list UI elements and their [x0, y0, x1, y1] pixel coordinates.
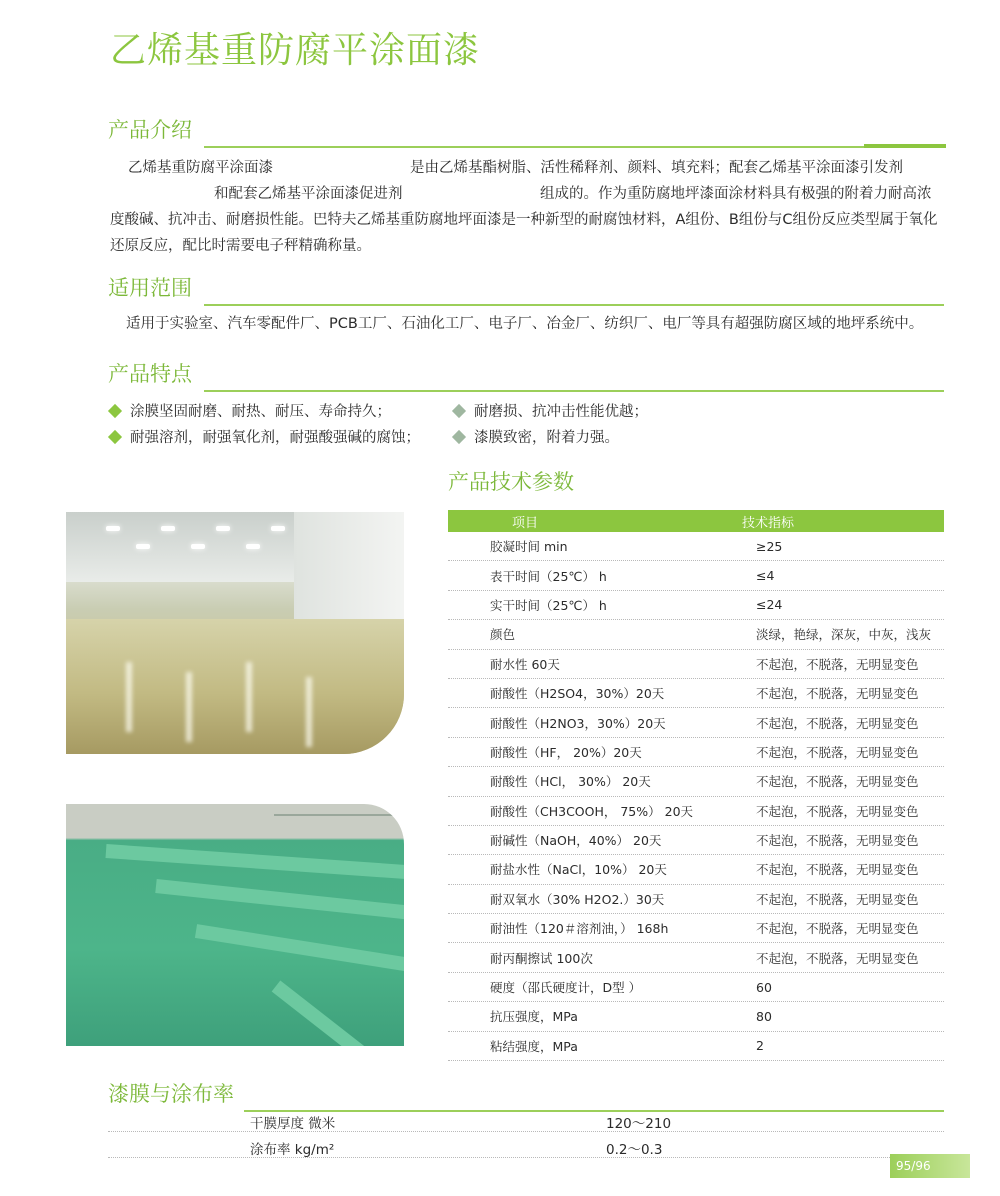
floor-reflection	[246, 662, 252, 732]
params-row	[448, 738, 944, 767]
params-item: 实干时间（25℃） h	[490, 597, 607, 613]
page-number: 95/96	[890, 1154, 970, 1178]
params-spec: 淡绿，艳绿，深灰，中灰，浅灰	[756, 627, 932, 643]
params-spec: 不起泡，不脱落，无明显变色	[756, 686, 919, 702]
params-row	[448, 708, 944, 737]
coating-heading	[108, 1076, 944, 1112]
params-table-body	[448, 532, 944, 1061]
params-row	[448, 650, 944, 679]
scope-rule	[204, 304, 944, 306]
diamond-bullet-icon	[108, 429, 122, 443]
coating-item: 干膜厚度 微米	[250, 1116, 336, 1132]
photo-ledge	[106, 844, 404, 880]
params-table	[448, 510, 944, 1061]
params-row	[448, 767, 944, 796]
params-spec: 不起泡，不脱落，无明显变色	[756, 803, 919, 819]
feature-item	[454, 426, 619, 447]
params-row	[448, 885, 944, 914]
params-row	[448, 943, 944, 972]
photo-railing	[274, 814, 404, 844]
floor-reflection	[126, 662, 132, 732]
params-table-header	[448, 510, 944, 532]
intro-line-3: 度酸碱、抗冲击、耐磨损性能。巴特夫乙烯基重防腐地坪面漆是一种新型的耐腐蚀材料，A组份、B组份与C组份反应类型属于氧化	[110, 212, 938, 228]
ceiling-lamp	[161, 526, 175, 531]
params-item: 耐酸性（HF， 20%）20天	[490, 744, 642, 760]
params-item: 胶凝时间 min	[490, 539, 568, 555]
feature-text: 耐磨损、抗冲击性能优越；	[474, 404, 648, 420]
params-spec: 不起泡，不脱落，无明显变色	[756, 774, 919, 790]
params-spec: ≤4	[756, 568, 775, 584]
coating-heading-label: 漆膜与涂布率	[108, 1082, 234, 1106]
params-item: 耐酸性（HCl， 30%） 20天	[490, 774, 651, 790]
floor-reflection	[306, 677, 312, 747]
intro-line-2b: 组成的。作为重防腐地坪漆面涂材料具有极强的附着力耐高浓	[540, 186, 932, 202]
ceiling-lamp	[136, 544, 150, 549]
green-tank-floor-photo	[66, 804, 404, 1046]
photo-ledge	[155, 879, 404, 924]
ceiling-lamp	[106, 526, 120, 531]
params-spec: 不起泡，不脱落，无明显变色	[756, 715, 919, 731]
params-item: 耐油性（120＃溶剂油，） 168h	[490, 921, 669, 937]
scope-heading-label: 适用范围	[108, 276, 192, 300]
params-row	[448, 532, 944, 561]
page-title: 乙烯基重防腐平涂面漆	[110, 30, 481, 71]
ceiling-lamp	[191, 544, 205, 549]
params-spec: 80	[756, 1008, 772, 1024]
params-row	[448, 855, 944, 884]
scope-text: 适用于实验室、汽车零配件厂、PCB工厂、石油化工厂、电子厂、冶金厂、纺织厂、电厂等具有超强防腐区域的地坪系统中。	[126, 316, 924, 332]
ceiling-lamp	[246, 544, 260, 549]
coating-item: 涂布率 kg/m²	[250, 1142, 335, 1158]
params-row	[448, 620, 944, 649]
diamond-bullet-icon	[452, 403, 466, 417]
coating-value: 0.2～0.3	[606, 1142, 663, 1158]
params-spec: 不起泡，不脱落，无明显变色	[756, 921, 919, 937]
params-spec: 不起泡，不脱落，无明显变色	[756, 744, 919, 760]
intro-rule-accent	[864, 144, 946, 148]
coating-row	[108, 1136, 944, 1158]
coating-value: 120～210	[606, 1116, 672, 1132]
feature-item	[110, 400, 391, 421]
params-spec: 不起泡，不脱落，无明显变色	[756, 656, 919, 672]
features-heading-label: 产品特点	[108, 362, 192, 386]
lab-floor-photo	[66, 512, 404, 754]
params-col-item: 项目	[512, 515, 539, 531]
params-spec: ≤24	[756, 597, 783, 613]
intro-line-2a: 和配套乙烯基平涂面漆促进剂	[214, 186, 403, 202]
features-heading	[108, 356, 944, 392]
params-item: 耐双氧水（30% H2O2.）30天	[490, 891, 665, 907]
params-spec: ≥25	[756, 538, 783, 554]
params-item: 耐盐水性（NaCl，10%） 20天	[490, 862, 667, 878]
params-heading-label: 产品技术参数	[448, 470, 574, 494]
params-spec: 不起泡，不脱落，无明显变色	[756, 950, 919, 966]
params-row	[448, 914, 944, 943]
params-row	[448, 797, 944, 826]
floor-reflection	[186, 672, 192, 742]
params-spec: 2	[756, 1038, 764, 1054]
params-item: 耐水性 60天	[490, 656, 560, 672]
params-row	[448, 679, 944, 708]
feature-text: 耐强溶剂，耐强氧化剂，耐强酸强碱的腐蚀；	[130, 430, 420, 446]
photo-ledge	[195, 924, 404, 979]
params-item: 耐丙酮擦试 100次	[490, 950, 593, 966]
scope-heading	[108, 270, 944, 306]
params-row	[448, 591, 944, 620]
intro-rule	[204, 146, 864, 148]
feature-text: 漆膜致密，附着力强。	[474, 430, 619, 446]
diamond-bullet-icon	[452, 429, 466, 443]
features-rule	[204, 390, 944, 392]
params-item: 粘结强度，MPa	[490, 1038, 578, 1054]
params-item: 耐酸性（CH3COOH， 75%） 20天	[490, 803, 694, 819]
photo-glossy-floor	[66, 619, 404, 754]
params-item: 耐酸性（H2SO4，30%）20天	[490, 686, 665, 702]
params-row	[448, 1032, 944, 1061]
params-item: 抗压强度，MPa	[490, 1009, 578, 1025]
params-row	[448, 826, 944, 855]
ceiling-lamp	[216, 526, 230, 531]
intro-heading	[108, 112, 946, 148]
feature-item	[110, 426, 420, 447]
params-item: 颜色	[490, 627, 516, 643]
intro-line-1b: 是由乙烯基酯树脂、活性稀释剂、颜料、填充料；配套乙烯基平涂面漆引发剂	[410, 160, 903, 176]
params-item: 耐酸性（H2NO3，30%）20天	[490, 715, 666, 731]
photo-ledge	[272, 980, 404, 1046]
feature-item	[454, 400, 648, 421]
params-item: 表干时间（25℃） h	[490, 568, 607, 584]
params-row	[448, 1002, 944, 1031]
params-row	[448, 561, 944, 590]
params-col-spec: 技术指标	[742, 515, 795, 531]
intro-line-1a: 乙烯基重防腐平涂面漆	[128, 160, 273, 176]
intro-line-4: 还原反应，配比时需要电子秤精确称量。	[110, 238, 371, 254]
params-spec: 60	[756, 979, 772, 995]
params-item: 耐碱性（NaOH，40%） 20天	[490, 833, 662, 849]
intro-heading-label: 产品介绍	[108, 118, 192, 142]
params-spec: 不起泡，不脱落，无明显变色	[756, 862, 919, 878]
params-spec: 不起泡，不脱落，无明显变色	[756, 891, 919, 907]
coating-row	[108, 1110, 944, 1132]
feature-text: 涂膜坚固耐磨、耐热、耐压、寿命持久；	[130, 404, 391, 420]
params-spec: 不起泡，不脱落，无明显变色	[756, 833, 919, 849]
ceiling-lamp	[271, 526, 285, 531]
params-item: 硬度（邵氏硬度计，D型 ）	[490, 980, 642, 996]
params-row	[448, 973, 944, 1002]
diamond-bullet-icon	[108, 403, 122, 417]
